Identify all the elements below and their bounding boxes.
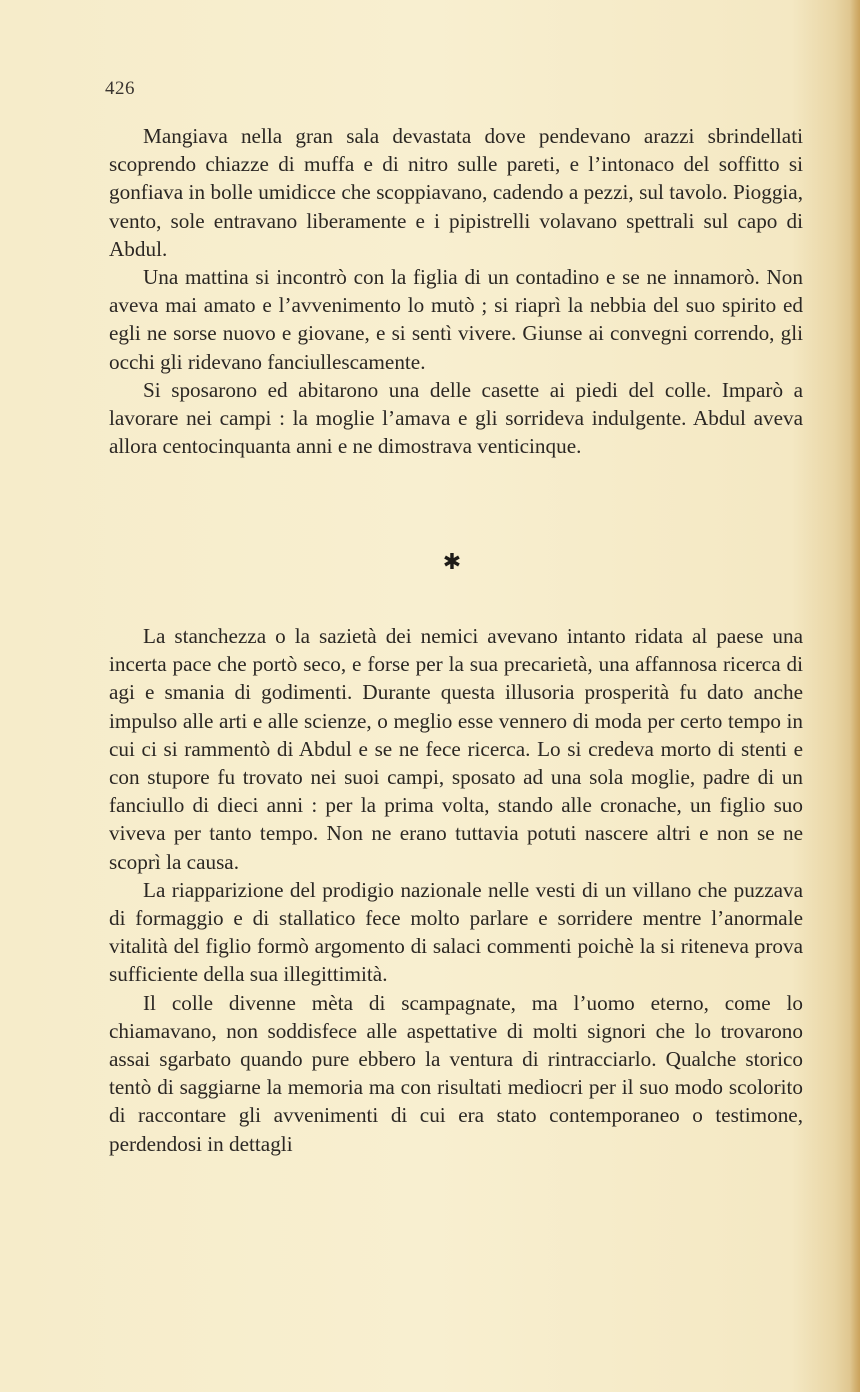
- text-section-2: [109, 622, 803, 1158]
- paragraph: La stanchezza o la sazietà dei nemici avevano intanto ridata al paese una incerta pace che portò seco, e forse per la sua precarietà, una affannosa ricerca di agi e smania di godimenti. Durante questa illusoria prosperità fu dato anche impulso alle arti e alle scienze, o meglio esse vennero di moda per certo tempo in cui ci si rammentò di Abdul e se ne fece ricerca. Lo si credeva morto di stenti e con stupore fu trovato nei suoi campi, sposato ad una sola moglie, padre di un fanciullo di dieci anni : per la prima volta, stando alle cronache, un figlio suo viveva per tanto tempo. Non ne erano tuttavia potuti nascere altri e non se ne scoprì la causa.: [109, 624, 803, 874]
- text-section-1: [109, 122, 803, 460]
- page-edge-shadow: [850, 0, 860, 1392]
- section-separator-asterisk: ✱: [442, 550, 462, 575]
- paragraph: Il colle divenne mèta di scampagnate, ma l’uomo eterno, come lo chiamavano, non soddisfece alle aspettative di molti signori che lo trovarono assai sgarbato quando pure ebbero la ventura di rintracciarlo. Qualche storico tentò di saggiarne la memoria ma con risultati mediocri per il suo modo scolorito di raccontare gli avvenimenti di cui era stato contemporaneo o testimone, perdendosi in dettagli: [109, 990, 803, 1156]
- paragraph: Mangiava nella gran sala devastata dove pendevano arazzi sbrindellati scoprendo chiazze di muffa e di nitro sulle pareti, e l’intonaco del soffitto si gonfiava in bolle umidicce che scoppiavano, cadendo a pezzi, sul tavolo. Pioggia, vento, sole entravano liberamente e i pipistrelli volavano spettrali sul capo di Abdul.: [109, 124, 803, 261]
- page-number: 426: [105, 78, 135, 99]
- paragraph: Una mattina si incontrò con la figlia di un contadino e se ne innamorò. Non aveva mai amato e l’avvenimento lo mutò ; si riaprì la nebbia del suo spirito ed egli ne sorse nuovo e giovane, e si sentì vivere. Giunse ai convegni correndo, gli occhi gli ridevano fanciullescamente.: [109, 265, 803, 374]
- paragraph: Si sposarono ed abitarono una delle casette ai piedi del colle. Imparò a lavorare nei campi : la moglie l’amava e gli sorrideva indulgente. Abdul aveva allora centocinquanta anni e ne dimostrava venticinque.: [109, 377, 803, 459]
- paragraph: La riapparizione del prodigio nazionale nelle vesti di un villano che puzzava di formaggio e di stallatico fece molto parlare e sorridere mentre l’anormale vitalità del figlio formò argomento di salaci commenti poichè la si riteneva prova sufficiente della sua illegittimità.: [109, 877, 803, 987]
